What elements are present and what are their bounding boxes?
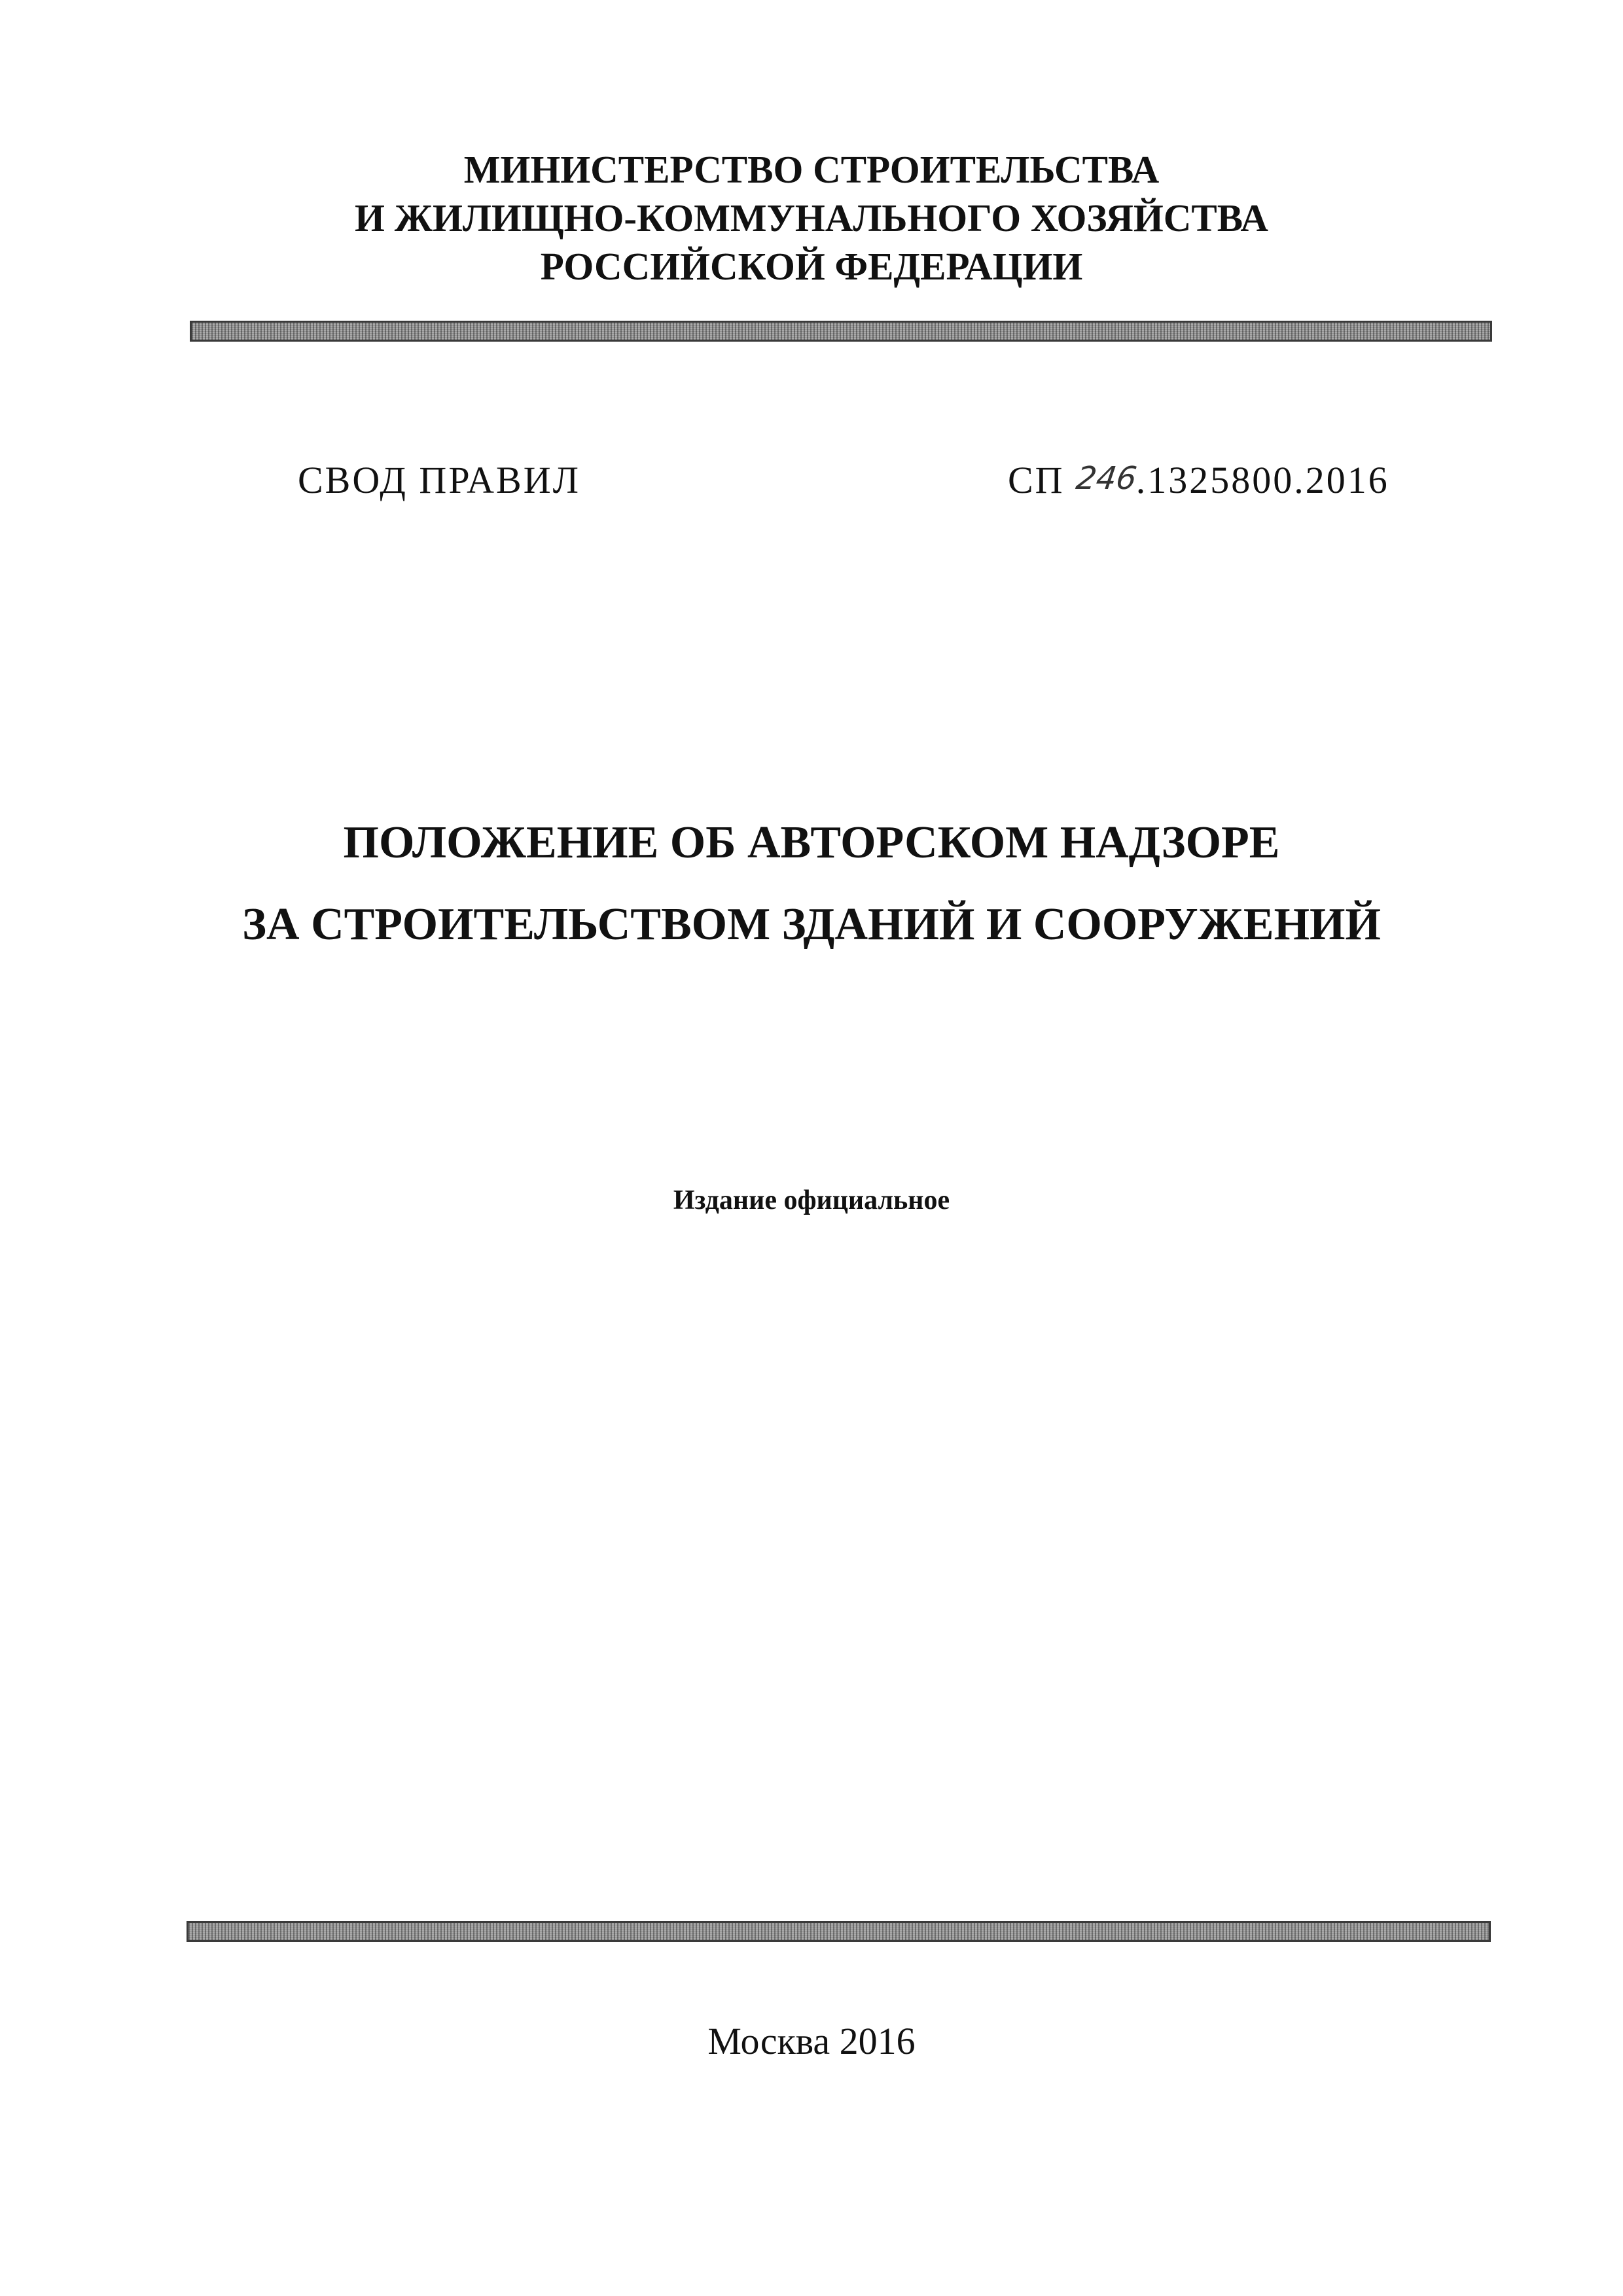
document-code bbox=[1008, 458, 1389, 502]
title-line-2: ЗА СТРОИТЕЛЬСТВОМ ЗДАНИЙ И СООРУЖЕНИЙ bbox=[242, 899, 1381, 950]
ministry-header bbox=[0, 145, 1623, 291]
code-suffix: .1325800.2016 bbox=[1135, 459, 1389, 501]
code-handwritten-number: 246 bbox=[1073, 460, 1139, 497]
document-title bbox=[0, 802, 1623, 965]
ministry-line-1: МИНИСТЕРСТВО СТРОИТЕЛЬСТВА bbox=[463, 148, 1160, 191]
ministry-line-2: И ЖИЛИЩНО-КОММУНАЛЬНОГО ХОЗЯЙСТВА bbox=[355, 196, 1268, 240]
bottom-divider-bar bbox=[187, 1921, 1491, 1942]
edition-label: Издание официальное bbox=[673, 1185, 950, 1215]
top-divider-bar bbox=[190, 321, 1492, 342]
title-line-1: ПОЛОЖЕНИЕ ОБ АВТОРСКОМ НАДЗОРЕ bbox=[343, 817, 1280, 868]
code-prefix: СП bbox=[1008, 459, 1077, 501]
ministry-line-3: РОССИЙСКОЙ ФЕДЕРАЦИИ bbox=[540, 245, 1083, 288]
city-year: Москва 2016 bbox=[707, 2020, 916, 2062]
code-of-rules-label: СВОД ПРАВИЛ bbox=[298, 459, 580, 501]
